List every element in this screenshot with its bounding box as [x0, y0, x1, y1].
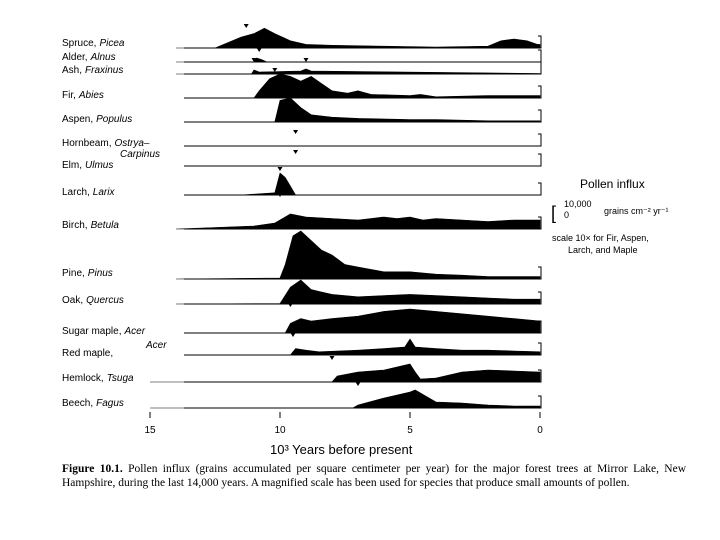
row-spruce — [62, 24, 541, 49]
row-genus: Alnus — [90, 52, 116, 63]
influx-area — [150, 390, 540, 408]
influx-area — [176, 69, 540, 74]
row-label — [62, 65, 123, 76]
chart-rows — [62, 24, 541, 409]
row-label — [62, 373, 134, 384]
caption-text: Pollen influx (grains accumulated per square centimeter per year) for the major forest trees at Mirror Lake, New Hampshire, during the last 14,000 years. A magnified scale has been used for species that produce small amounts of pollen. — [62, 463, 686, 489]
influx-area — [176, 280, 540, 304]
row-genus: Acer — [124, 326, 146, 337]
x-tick-label: 10 — [274, 425, 286, 436]
row-label — [62, 220, 119, 231]
influx-area — [275, 98, 540, 122]
row-common-name: Hemlock, — [62, 373, 104, 384]
row-ash — [62, 58, 541, 76]
row-larch — [62, 167, 541, 198]
row-genus: Quercus — [86, 295, 124, 306]
influx-area — [290, 339, 540, 355]
x-axis-label: 10³ Years before present — [270, 442, 413, 457]
arrival-marker — [356, 382, 361, 386]
row-genus: Ulmus — [85, 160, 114, 171]
arrival-marker — [293, 150, 298, 154]
row-label — [62, 398, 124, 409]
arrival-marker — [330, 356, 335, 360]
arrival-marker — [291, 333, 296, 337]
row-label — [62, 160, 113, 171]
row-genus: Fagus — [96, 398, 124, 409]
arrival-marker — [244, 24, 249, 28]
arrival-marker — [278, 167, 283, 171]
row-label — [62, 90, 104, 101]
row-label — [62, 114, 132, 125]
arrival-marker — [288, 303, 293, 307]
influx-area — [285, 309, 540, 333]
influx-area — [176, 58, 540, 62]
legend-scale-bottom: 0 — [564, 210, 570, 220]
row-label — [62, 326, 146, 337]
x-tick-label: 5 — [407, 425, 413, 436]
row-genus: Tsuga — [106, 373, 134, 384]
row-common-name: Spruce, — [62, 38, 97, 49]
row-common-name: Ash, — [62, 65, 83, 76]
row-common-name: Fir, — [62, 90, 76, 101]
row-common-name: Red maple, — [62, 348, 114, 359]
row-genus: Populus — [96, 114, 133, 125]
row-common-name: Birch, — [62, 220, 88, 231]
row-label — [62, 295, 124, 306]
row-genus: Betula — [90, 220, 119, 231]
row-sugarmaple — [62, 303, 541, 337]
influx-area — [176, 231, 540, 279]
row-scale-bracket — [538, 154, 541, 166]
row-birch — [62, 193, 541, 231]
row-scale-bracket — [538, 183, 541, 195]
row-label — [62, 187, 115, 198]
row-common-name: Elm, — [62, 160, 82, 171]
row-genus: Pinus — [87, 268, 113, 279]
chart-legend — [551, 177, 669, 255]
legend-bracket: [ — [551, 203, 557, 223]
x-tick-label: 0 — [537, 425, 543, 436]
row-label — [62, 52, 116, 63]
row-genus: Picea — [99, 38, 125, 49]
arrival-marker — [257, 48, 262, 52]
row-beech — [62, 382, 541, 409]
row-scale-bracket — [538, 62, 541, 74]
row-genus: Fraxinus — [85, 65, 124, 76]
row-hemlock — [62, 356, 541, 384]
row-label — [62, 138, 150, 149]
row-label — [62, 38, 125, 49]
legend-note-line2: Larch, and Maple — [568, 245, 638, 255]
row-common-name: Sugar maple, — [62, 326, 122, 337]
legend-title: Pollen influx — [580, 177, 645, 191]
row-common-name: Hornbeam, — [62, 138, 112, 149]
x-axis — [144, 412, 543, 436]
legend-note-line1: scale 10× for Fir, Aspen, — [552, 233, 649, 243]
row-common-name: Oak, — [62, 295, 84, 306]
row-common-name: Aspen, — [62, 114, 94, 125]
row-genus: Ostrya– — [114, 138, 150, 149]
row-common-name: Pine, — [62, 268, 85, 279]
x-tick-label: 15 — [144, 425, 156, 436]
row-hornbeam — [62, 130, 541, 160]
caption-label: Figure 10.1. — [62, 463, 123, 475]
influx-area — [241, 173, 540, 195]
row-genus: Larix — [92, 187, 115, 198]
row-label — [62, 268, 113, 279]
row-scale-bracket — [538, 50, 541, 62]
row-label — [62, 348, 113, 359]
row-common-name: Alder, — [62, 52, 88, 63]
influx-area — [254, 74, 540, 98]
figure-caption — [62, 462, 686, 490]
arrival-marker — [304, 58, 309, 62]
row-alder — [62, 48, 541, 63]
influx-area — [176, 28, 540, 48]
row-scale-bracket — [538, 134, 541, 146]
row-common-name: Larch, — [62, 187, 90, 198]
row-scale-bracket — [538, 110, 541, 122]
row-pine — [62, 231, 541, 279]
maple-genus-label: Acer — [146, 340, 167, 351]
legend-scale-top: 10,000 — [564, 199, 592, 209]
influx-area — [176, 214, 540, 229]
legend-units: grains cm⁻² yr⁻¹ — [604, 206, 669, 216]
row-common-name: Beech, — [62, 398, 94, 409]
influx-area — [150, 364, 540, 382]
row-genus-continued: Carpinus — [120, 149, 161, 160]
arrival-marker — [293, 130, 298, 134]
row-genus: Abies — [78, 90, 104, 101]
